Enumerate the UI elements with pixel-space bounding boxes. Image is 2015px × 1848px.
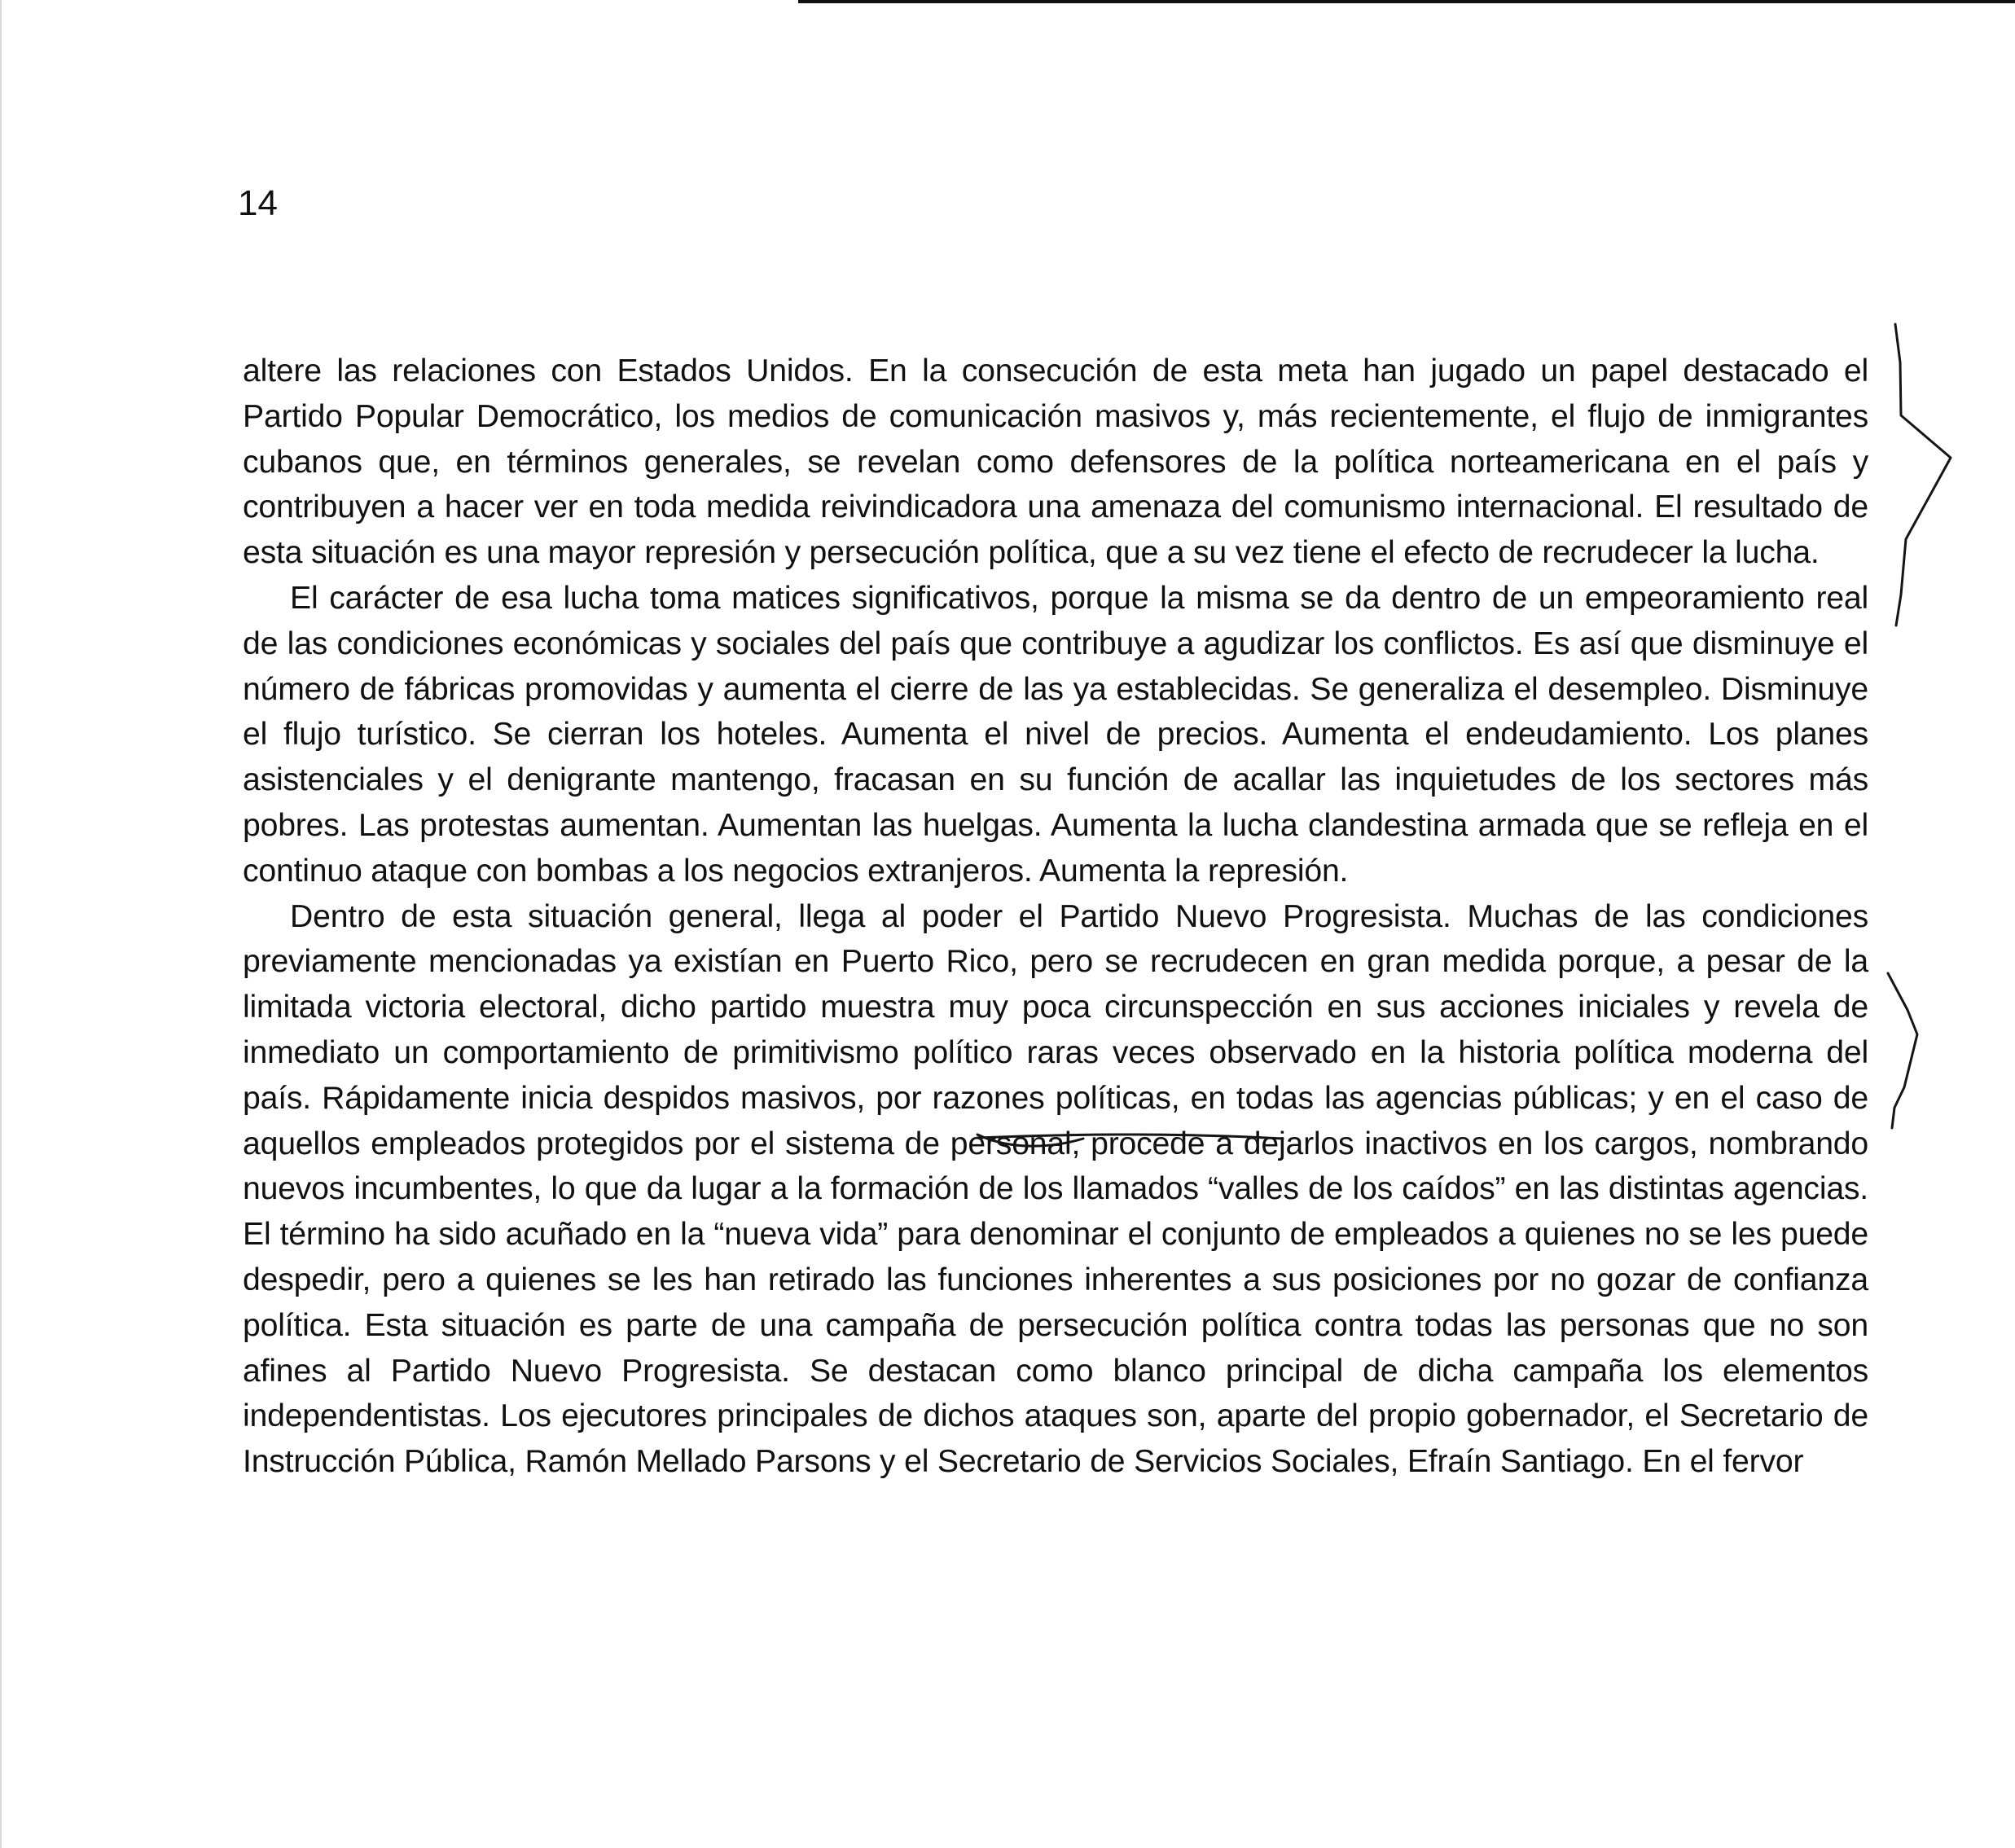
margin-bracket-2: [1888, 973, 1917, 1128]
margin-bracket-1: [1895, 324, 1951, 626]
paragraph-1: altere las relaciones con Estados Unidos. En la consecución de esta meta han jugado un papel destacado el Partido Popular Democrático, los medios de comunicación masivos y, más recientemente, el flujo de inmigrantes cubanos que, en términos generales, se revelan como defensores de la política norteamericana en el país y contribuyen a hacer ver en toda medida reivindicadora una amenaza del comunismo internacional. El resultado de esta situación es una mayor represión y persecución política, que a su vez tiene el efecto de recrudecer la lucha.: [243, 353, 1868, 571]
scan-top-edge-line: [798, 0, 2015, 3]
paragraph-3: Dentro de esta situación general, llega al poder el Partido Nuevo Progresista. Muchas de las condiciones previamente mencionadas ya existían en Puerto Rico, pero se recrudecen en gran medida porque, a pesar de la limitada victoria electoral, dicho partido muestra muy poca circunspección en sus acciones iniciales y revela de inmediato un comportamiento de primitivismo político raras veces observado en la historia política moderna del país. Rápidamente inicia despidos masivos, por razones políticas, en todas las agencias públicas; y en el caso de aquellos empleados protegidos por el sistema de personal, procede a dejarlos inactivos en los cargos, nombrando nuevos incumbentes, lo que da lugar a la formación de los llamados “valles de los caídos” en las distintas agencias. El término ha sido acuñado en la “nueva vida” para denominar el conjunto de empleados a quienes no se les puede despedir, pero a quienes se les han retirado las funciones inherentes a sus posiciones por no gozar de confianza política. Esta situación es parte de una campaña de persecución política contra todas las personas que no son afines al Partido Nuevo Progresista. Se destacan como blanco principal de dicha campaña los elementos independentistas. Los ejecutores principales de dichos ataques son, aparte del propio gobernador, el Secretario de Instrucción Pública, Ramón Mellado Parsons y el Secretario de Servicios Sociales, Efraín Santiago. En el fervor: [243, 898, 1868, 1480]
page-number: 14: [238, 183, 278, 223]
body-text: [243, 349, 1868, 1485]
scan-left-edge-line: [0, 0, 2, 1848]
paragraph-2: El carácter de esa lucha toma matices significativos, porque la misma se da dentro de un empeoramiento real de las condiciones económicas y sociales del país que contribuye a agudizar los conflictos. Es así que disminuye el número de fábricas promovidas y aumenta el cierre de las ya establecidas. Se generaliza el desempleo. Disminuye el flujo turístico. Se cierran los hoteles. Aumenta el nivel de precios. Aumenta el endeudamiento. Los planes asistenciales y el denigrante mantengo, fracasan en su función de acallar las inquietudes de los sectores más pobres. Las protestas aumentan. Aumentan las huelgas. Aumenta la lucha clandestina armada que se refleja en el continuo ataque con bombas a los negocios extranjeros. Aumenta la represión.: [243, 580, 1868, 889]
